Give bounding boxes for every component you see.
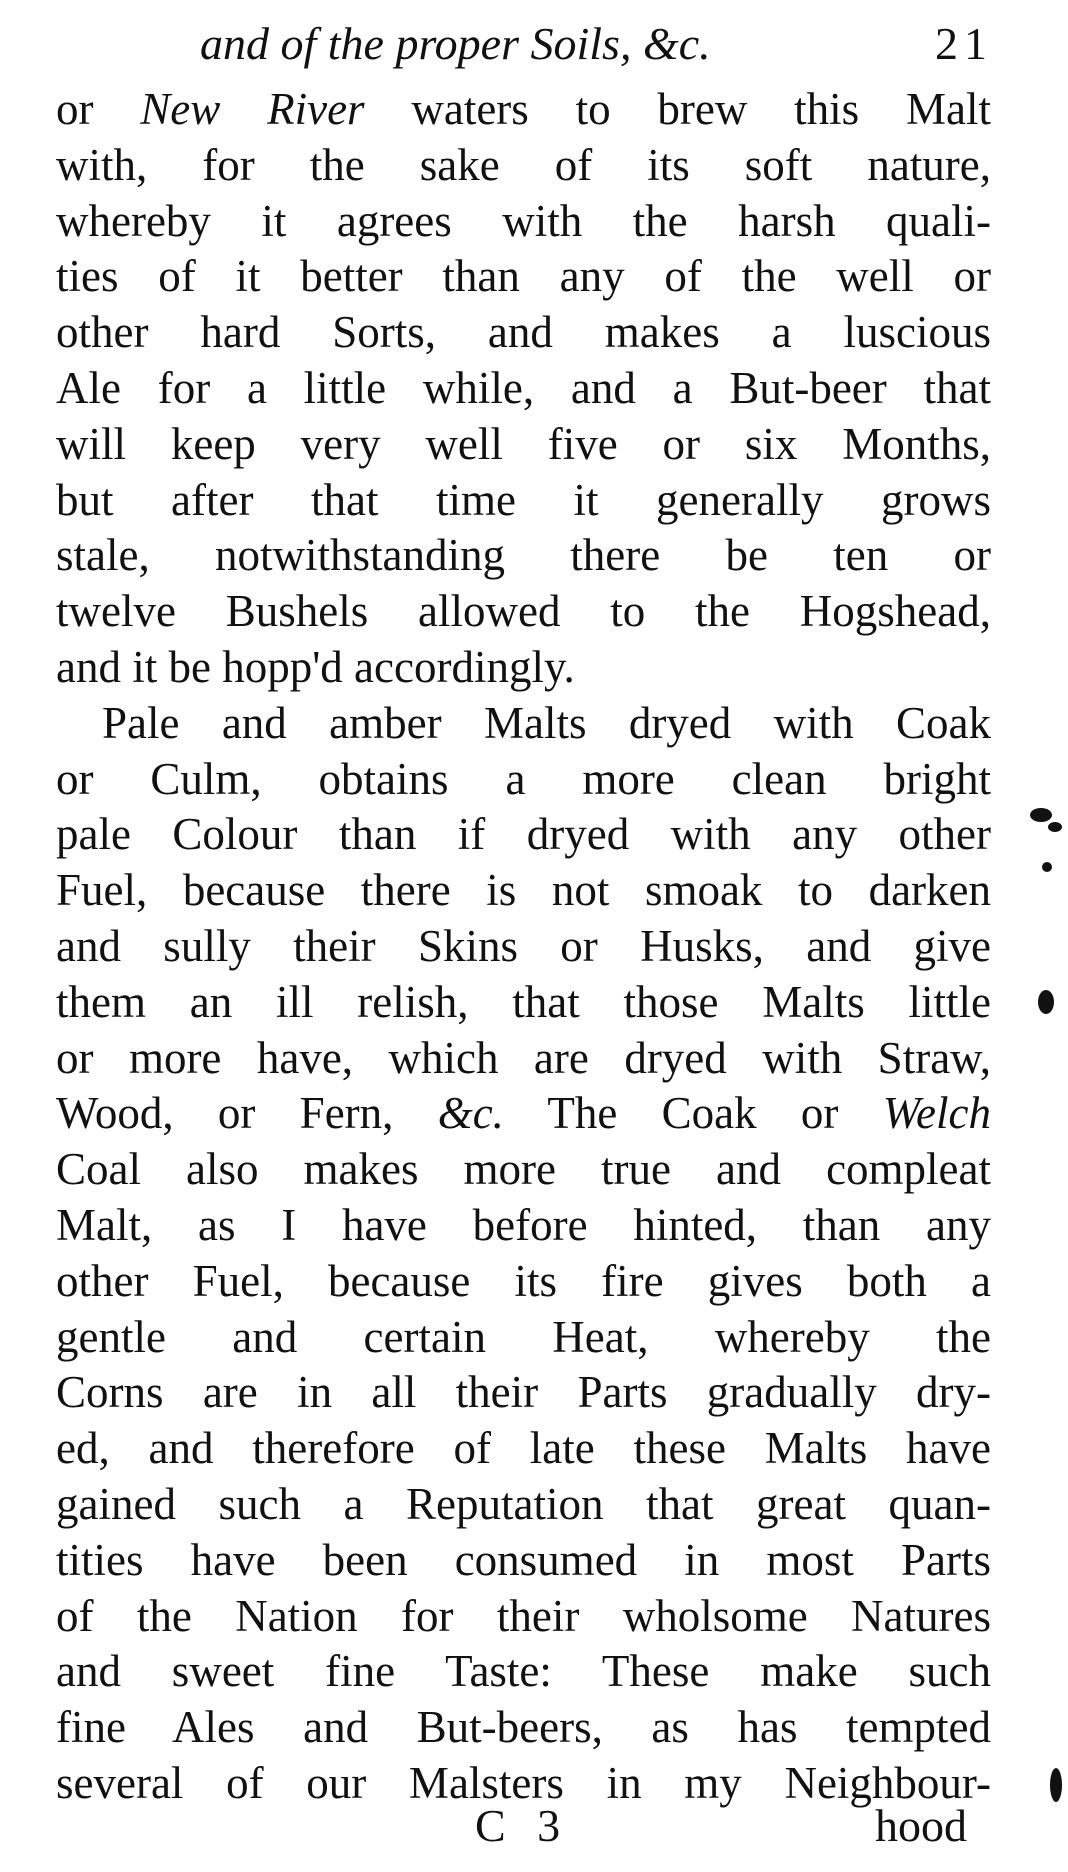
text-line: twelve Bushels allowed to the Hogshead, xyxy=(56,586,991,637)
text-line: Ale for a little while, and a But-beer that xyxy=(56,362,991,413)
text-line: other Fuel, because its fire gives both a xyxy=(56,1255,991,1306)
text-line: Coal also makes more true and compleat xyxy=(56,1144,991,1195)
text-line: stale, notwithstanding there be ten or xyxy=(56,530,991,581)
text-line: fine Ales and But-beers, as has tempted xyxy=(56,1702,991,1753)
text-line: and sweet fine Taste: These make such xyxy=(56,1646,991,1697)
catchword: hood xyxy=(875,1800,967,1851)
ink-blot xyxy=(1030,808,1052,822)
text-line: Fuel, because there is not smoak to darken xyxy=(56,865,991,916)
text-line: or New River waters to brew this Malt xyxy=(56,84,991,134)
text-line: with, for the sake of its soft nature, xyxy=(56,139,991,190)
text-line: several of our Malsters in my Neighbour- xyxy=(56,1757,991,1808)
text-line: pale Colour than if dryed with any other xyxy=(56,809,991,860)
text-line: gentle and certain Heat, whereby the xyxy=(56,1311,991,1362)
text-line: or Culm, obtains a more clean bright xyxy=(56,753,991,804)
running-head xyxy=(200,14,1000,74)
ink-blot xyxy=(1038,990,1054,1014)
text-line: of the Nation for their wholsome Natures xyxy=(56,1590,991,1641)
signature-mark: C 3 xyxy=(475,1800,571,1851)
page-footer xyxy=(0,1796,1068,1856)
text-line: gained such a Reputation that great quan- xyxy=(56,1478,991,1529)
text-line: Malt, as I have before hinted, than any xyxy=(56,1199,991,1250)
text-line: but after that time it generally grows xyxy=(56,474,991,525)
text-line: whereby it agrees with the harsh quali- xyxy=(56,195,991,246)
text-line: Pale and amber Malts dryed with Coak xyxy=(102,697,991,748)
text-line: Corns are in all their Parts gradually dry- xyxy=(56,1367,991,1418)
ink-blot xyxy=(1048,822,1062,832)
body-text xyxy=(56,82,991,1812)
text-line: Wood, or Fern, &c. The Coak or Welch xyxy=(56,1088,992,1139)
text-line: or more have, which are dryed with Straw, xyxy=(56,1032,991,1083)
page-number: 21 xyxy=(935,18,993,69)
text-line: other hard Sorts, and makes a luscious xyxy=(56,307,991,358)
text-line: them an ill relish, that those Malts little xyxy=(56,976,991,1027)
text-line: ties of it better than any of the well or xyxy=(56,251,991,302)
running-title: and of the proper Soils, &c. xyxy=(200,18,711,69)
text-line: ed, and therefore of late these Malts have xyxy=(56,1423,991,1474)
text-line: and sully their Skins or Husks, and give xyxy=(56,920,991,971)
text-line: will keep very well five or six Months, xyxy=(56,418,991,469)
ink-blot xyxy=(1042,862,1052,872)
text-line: tities have been consumed in most Parts xyxy=(56,1534,991,1585)
text-line: and it be hopp'd accordingly. xyxy=(56,641,575,692)
